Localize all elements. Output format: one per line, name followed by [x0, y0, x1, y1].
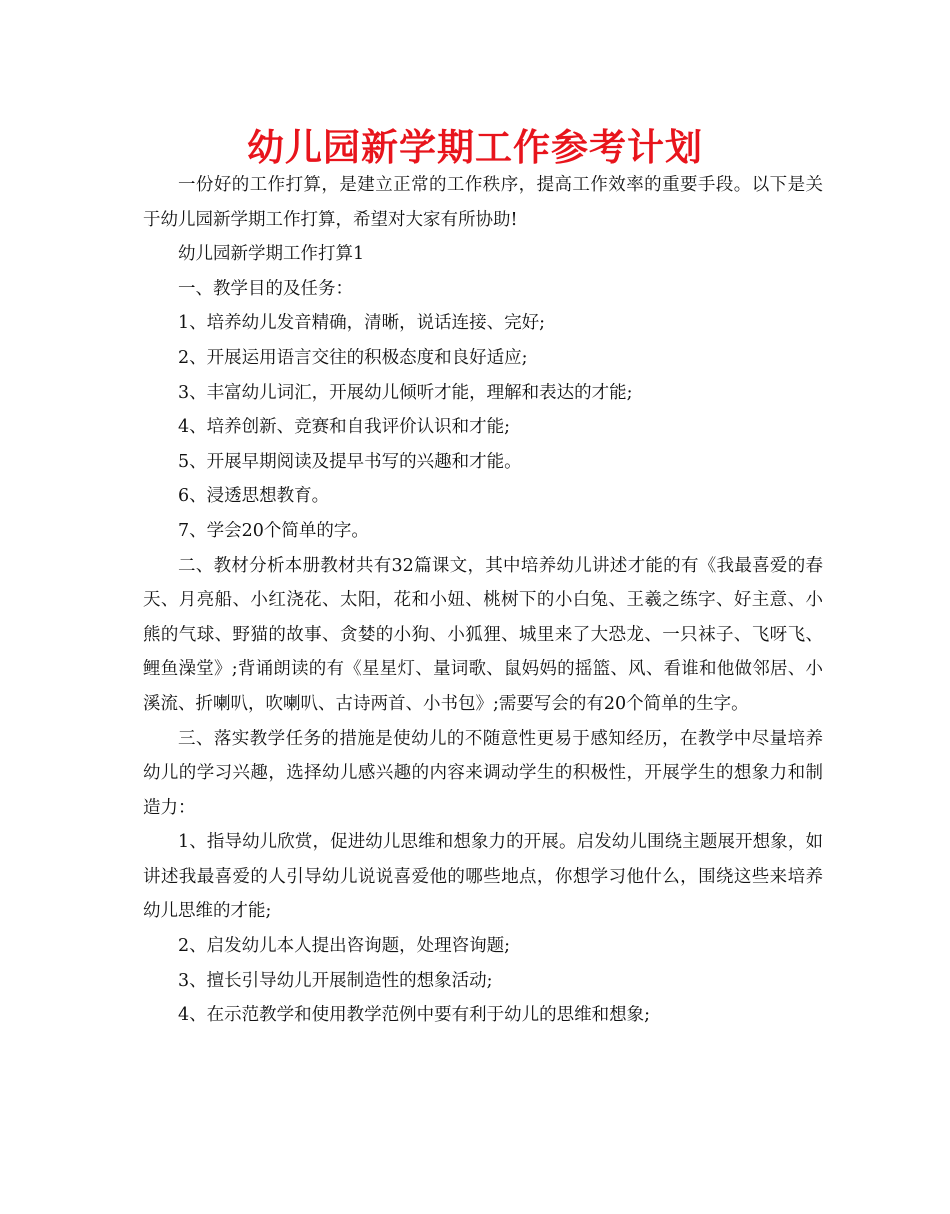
paragraph: 6、浸透思想教育。 — [178, 486, 330, 507]
paragraph: 1、培养幼儿发音精确，清晰，说话连接、完好; — [178, 313, 546, 334]
paragraph: 一、教学目的及任务： — [178, 278, 353, 299]
document-title: 幼儿园新学期工作参考计划 — [247, 125, 703, 169]
paragraph: 2、开展运用语言交往的积极态度和良好适应; — [178, 347, 528, 368]
paragraph: 5、开展早期阅读及提早书写的兴趣和才能。 — [178, 451, 522, 472]
paragraph: 7、学会20个简单的字。 — [178, 520, 369, 541]
paragraph: 4、培养创新、竞赛和自我评价认识和才能; — [178, 417, 511, 438]
paragraph: 三、落实教学任务的措施是使幼儿的不随意性更易于感知经历，在教学中尽量培养幼儿的学习兴趣，选择幼儿感兴趣的内容来调动学生的积极性，开展学生的想象力和制造力： — [143, 728, 823, 818]
paragraph: 3、丰富幼儿词汇，开展幼儿倾听才能，理解和表达的才能; — [178, 382, 633, 403]
paragraph: 4、在示范教学和使用教学范例中要有利于幼儿的思维和想象; — [178, 1005, 651, 1026]
document-body — [143, 168, 823, 1033]
paragraph: 二、教材分析本册教材共有32篇课文，其中培养幼儿讲述才能的有《我最喜爱的春天、月亮船、小红浇花、太阳，花和小妞、桃树下的小白兔、王羲之练字、好主意、小熊的气球、野猫的故事、贪婪的小狗、小狐狸、城里来了大恐龙、一只袜子、飞呀飞、鲤鱼澡堂》;背诵朗读的有《星星灯、量词歌、鼠妈妈的摇篮、风、看谁和他做邻居、小溪流、折喇叭，吹喇叭、古诗两首、小书包》;需要写会的有20个简单的生字。 — [143, 555, 823, 714]
paragraph: 2、启发幼儿本人提出咨询题，处理咨询题; — [178, 936, 511, 957]
paragraph: 幼儿园新学期工作打算1 — [178, 244, 365, 265]
paragraph: 1、指导幼儿欣赏，促进幼儿思维和想象力的开展。启发幼儿围绕主题展开想象，如讲述我最喜爱的人引导幼儿说说喜爱他的哪些地点，你想学习他什么，围绕这些来培养幼儿思维的才能; — [143, 832, 823, 922]
paragraph: 3、擅长引导幼儿开展制造性的想象活动; — [178, 970, 493, 991]
paragraph: 一份好的工作打算，是建立正常的工作秩序，提高工作效率的重要手段。以下是关于幼儿园新学期工作打算，希望对大家有所协助! — [143, 175, 823, 230]
